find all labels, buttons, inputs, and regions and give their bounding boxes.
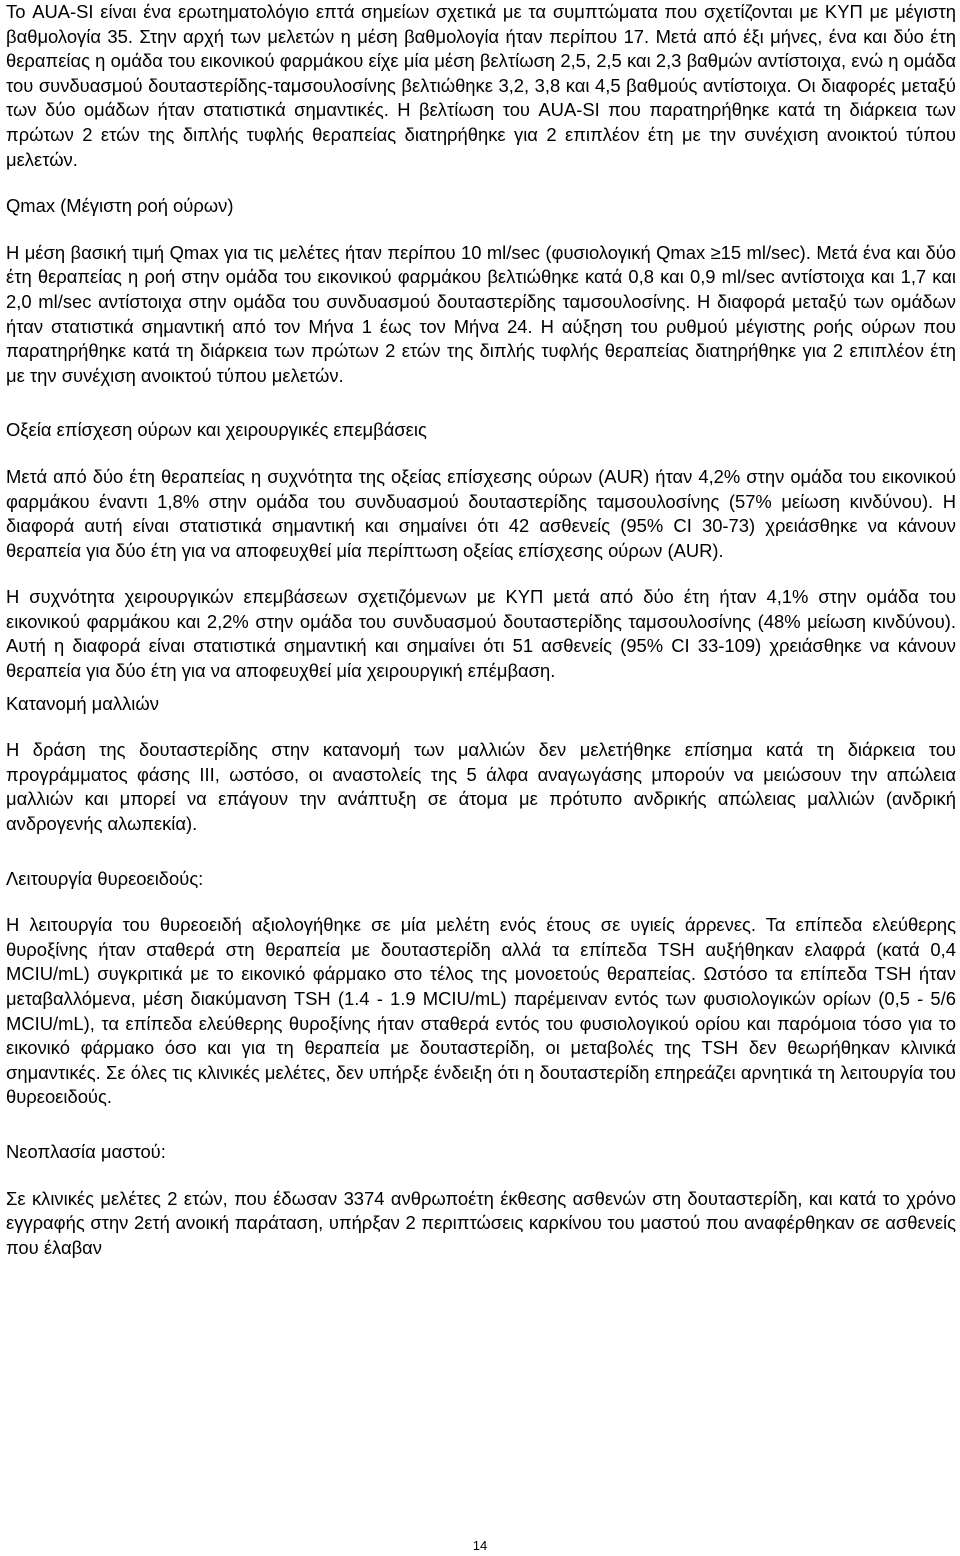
qmax-paragraph xyxy=(6,241,956,389)
aur-paragraph: Μετά από δύο έτη θεραπείας η συχνότητα της οξείας επίσχεσης ούρων (AUR) ήταν 4,2% στην ομάδα του εικονικού φαρμάκου έναντι 1,8% στην ομάδα του συνδυασμού δουταστερίδης ταμσουλοσίνης (57% μείωση κινδύνου). Η διαφορά αυτή είναι στατιστικά σημαντική και σημαίνει ότι 42 ασθενείς (95% CI 30-73) χρειάσθηκε να κάνουν θεραπεία για δύο έτη για να αποφευχθεί μία περίπτωση οξείας επίσχεσης ούρων (AUR). xyxy=(6,465,956,561)
spacer xyxy=(6,443,956,465)
spacer xyxy=(6,891,956,913)
document-page xyxy=(6,0,956,1260)
qmax-heading: Qmax (Μέγιστη ροή ούρων) xyxy=(6,195,234,217)
hair-paragraph: Η δράση της δουταστερίδης στην κατανομή των μαλλιών δεν μελετήθηκε επίσημα κατά τη διάρκεια του προγράμματος φάσης III, ωστόσο, οι αναστολείς της 5 άλφα αναγωγάσης μπορούν να μειώσουν την απώλεια μαλλιών και μπορεί να επάγουν την ανάπτυξη σε άτομα με πρότυπο ανδρικής απώλειας μαλλιών (ανδρική ανδρογενής αλωπεκία). xyxy=(6,739,956,835)
qmax-text-part1: Η μέση βασική τιμή Qmax για τις μελέτες ήταν περίπου 10 ml/sec (φυσιολογική Qmax xyxy=(6,241,711,263)
page-number: 14 xyxy=(472,1538,488,1553)
spacer xyxy=(6,716,956,738)
spacer xyxy=(6,684,956,692)
aua-si-paragraph: Το AUA-SI είναι ένα ερωτηματολόγιο επτά σημείων σχετικά με τα συμπτώματα που σχετίζονται με ΚΥΠ με μέγιστη βαθμολογία 35. Στην αρχή των μελετών η μέση βαθμολογία ήταν περίπου 17. Μετά από έξι μήνες, ένα και δύο έτη θεραπείας η ομάδα του εικονικού φαρμάκου είχε μία μέση βελτίωση 2,5, 2,5 και 2,3 βαθμών αντίστοιχα, ενώ η ομάδα του συνδυασμού δουταστερίδης-ταμσουλοσίνης βελτιώθηκε 3,2, 3,8 και 4,5 βαθμούς αντίστοιχα. Οι διαφορές μεταξύ των δύο ομάδων ήταν στατιστικά σημαντικές. Η βελτίωση του AUA-SI που παρατηρήθηκε κατά τη διάρκεια των πρώτων 2 ετών της διπλής τυφλής θεραπείας διατηρήθηκε για 2 επιπλέον έτη με την συνέχιση ανοικτού τύπου μελετών. xyxy=(6,1,956,170)
aur-heading: Οξεία επίσχεση ούρων και χειρουργικές επεμβάσεις xyxy=(6,419,427,441)
thyroid-paragraph: Η λειτουργία του θυρεοειδή αξιολογήθηκε σε μία μελέτη ενός έτους σε υγιείς άρρενες. Τα επίπεδα ελεύθερης θυροξίνης ήταν σταθερά στη θεραπεία με δουταστερίδη αλλά τα επίπεδα TSH αυξήθηκαν ελαφρά (κατά 0,4 MCIU/mL) συγκριτικά με το εικονικό φάρμακο στο τέλος της μονοετούς θεραπείας. Ωστόσο τα επίπεδα TSH ήταν μεταβαλλόμενα, μέση διακύμανση TSH (1.4 - 1.9 MCIU/mL) παρέμειναν εντός των φυσιολογικών ορίων (0,5 - 5/6 MCIU/mL), τα επίπεδα ελεύθερης θυροξίνης ήταν σταθερά εντός του φυσιολογικού ορίου και παρόμοια τόσο για το εικονικό φάρμακο όσο και για τη θεραπεία με δουταστερίδη, οι μεταβολές της TSH δεν θεωρήθηκαν κλινικά σημαντικές. Σε όλες τις κλινικές μελέτες, δεν υπήρξε ένδειξη ότι η δουταστερίδη επηρεάζει αρνητικά τη λειτουργία του θυρεοειδούς. xyxy=(6,914,956,1108)
spacer xyxy=(6,1165,956,1187)
spacer xyxy=(6,1110,956,1140)
breast-paragraph: Σε κλινικές μελέτες 2 ετών, που έδωσαν 3374 ανθρωποέτη έκθεσης ασθενών στη δουταστερίδη, και κατά το χρόνο εγγραφής στην 2ετή ανοική παράταση, υπήρξαν 2 περιπτώσεις καρκίνου του μαστού που αναφέρθηκαν σε ασθενείς που έλαβαν xyxy=(6,1187,956,1258)
greater-equal-symbol: ≥ xyxy=(710,241,721,263)
thyroid-heading: Λειτουργία θυρεοειδούς: xyxy=(6,867,204,889)
spacer xyxy=(6,388,956,418)
breast-heading: Νεοπλασία μαστού: xyxy=(6,1140,166,1162)
spacer xyxy=(6,172,956,194)
spacer xyxy=(6,219,956,241)
hair-heading: Κατανομή μαλλιών xyxy=(6,692,159,714)
qmax-text-part2: 15 ml/sec). Μετά ένα και δύο έτη θεραπείας η ροή στην ομάδα του εικονικού φαρμάκου βελτιώθηκε κατά 0,8 και 0,9 ml/sec αντίστοιχα και 1,7 και 2,0 ml/sec αντίστοιχα στην ομάδα του συνδυασμού δουταστερίδης ταμσουλοσίνης. Η διαφορά μεταξύ των ομάδων ήταν στατιστικά σημαντική από τον Μήνα 1 έως τον Μήνα 24. Η αύξηση του ρυθμού μέγιστης ροής ούρων που παρατηρήθηκε κατά τη διάρκεια των πρώτων 2 ετών της διπλής τυφλής θεραπείας διατηρήθηκε για 2 επιπλέον έτη με την συνέχιση ανοικτού τύπου μελετών. xyxy=(6,241,956,386)
spacer xyxy=(6,563,956,585)
spacer xyxy=(6,837,956,867)
surgery-paragraph: Η συχνότητα χειρουργικών επεμβάσεων σχετιζόμενων με ΚΥΠ μετά από δύο έτη ήταν 4,1% στην ομάδα του εικονικού φαρμάκου και 2,2% στην ομάδα του συνδυασμού δουταστερίδης ταμσουλοσίνης (48% μείωση κινδύνου). Αυτή η διαφορά είναι στατιστικά σημαντική και σημαίνει ότι 51 ασθενείς (95% CI 33-109) χρειάσθηκε να κάνουν θεραπεία για δύο έτη για να αποφευχθεί μία χειρουργική επέμβαση. xyxy=(6,586,956,682)
